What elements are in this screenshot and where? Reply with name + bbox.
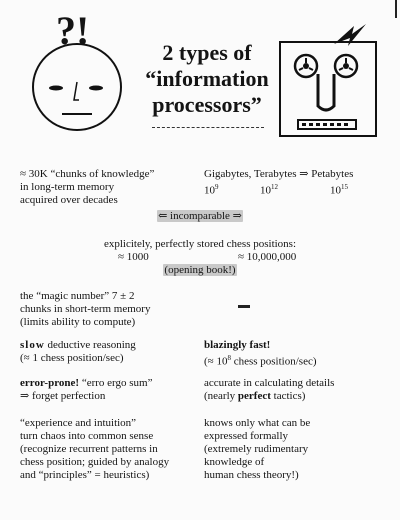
knows-line-1: knows only what can be <box>204 417 311 429</box>
slow-reasoning-block <box>20 339 136 365</box>
error-word: error-prone! <box>20 377 80 389</box>
knows-line-4: knowledge of <box>204 456 265 468</box>
power-exponent: 12 <box>271 183 278 191</box>
storage-power-15 <box>330 181 370 198</box>
exp-line-1: “experience and intuition” <box>20 417 137 429</box>
exp-line-4: chess position; guided by analogy <box>20 456 170 468</box>
magic-number-block <box>20 290 150 329</box>
slow-line-1 <box>20 339 136 352</box>
fast-prefix: (≈ 10 <box>204 355 228 368</box>
accurate-prefix: (nearly <box>204 390 238 402</box>
exp-line-2: turn chaos into common sense <box>20 430 154 442</box>
human-chunks-line-3: acquired over decades <box>20 194 118 206</box>
magic-line-1: the “magic number” 7 ± 2 <box>20 290 135 302</box>
title-line-2: “information <box>145 66 269 91</box>
accurate-line-1: accurate in calculating details <box>204 377 335 389</box>
power-exponent: 9 <box>215 183 219 191</box>
human-chunks-line-1: ≈ 30K “chunks of knowledge” <box>20 168 155 180</box>
slow-rest: deductive reasoning <box>44 339 136 351</box>
power-base: 10 <box>204 184 215 197</box>
stored-positions-human: ≈ 1000 <box>118 251 149 263</box>
slow-word: slow <box>20 339 45 351</box>
power-exponent: 15 <box>341 183 348 191</box>
machine-storage-block <box>204 168 354 197</box>
computer-face-drawing <box>278 22 384 140</box>
title-line-1: 2 types of <box>162 40 252 65</box>
slide-title <box>132 40 282 118</box>
stored-positions-machine: ≈ 10,000,000 <box>238 251 297 263</box>
incomparable-row <box>0 209 400 222</box>
experience-block <box>20 417 169 482</box>
fast-suffix: chess position/sec) <box>230 355 317 368</box>
power-base: 10 <box>260 184 271 197</box>
power-base: 10 <box>330 184 341 197</box>
magic-line-2: chunks in short-term memory <box>20 303 151 315</box>
knows-line-2: expressed formally <box>204 430 288 442</box>
exp-line-5: and “principles” = heuristics) <box>20 469 150 481</box>
accurate-block <box>204 377 334 403</box>
human-chunks-block <box>20 168 154 207</box>
knows-block <box>204 417 310 482</box>
knows-line-3: (extremely rudimentary <box>204 443 309 455</box>
dash-mark <box>238 305 250 308</box>
title-line-3: processors” <box>152 92 262 117</box>
fast-exponent: 8 <box>227 354 231 362</box>
storage-power-12 <box>260 181 300 198</box>
edge-mark <box>395 0 397 18</box>
fast-block <box>204 339 317 369</box>
storage-power-9 <box>204 181 244 198</box>
accurate-line-2 <box>204 390 334 403</box>
fast-line-2 <box>204 352 317 369</box>
perfect-word: perfect <box>237 390 271 402</box>
error-prone-block <box>20 377 152 403</box>
error-line-1 <box>20 377 152 390</box>
incomparable-text: ⇐ incomparable ⇒ <box>158 210 242 222</box>
title-divider <box>152 127 264 128</box>
slow-line-2: (≈ 1 chess position/sec) <box>20 352 124 364</box>
opening-book-text: (opening book!) <box>164 264 236 276</box>
error-rest: “erro ergo sum” <box>79 377 153 389</box>
knows-line-5: human chess theory!) <box>204 469 299 481</box>
machine-storage-line: Gigabytes, Terabytes ⇒ Petabytes <box>204 168 354 180</box>
exp-line-3: (recognize recurrent patterns in <box>20 443 158 455</box>
question-exclamation-marks: ?! <box>56 8 90 53</box>
magic-line-3: (limits ability to compute) <box>20 316 136 328</box>
human-chunks-line-2: in long-term memory <box>20 181 115 193</box>
stored-positions-heading: explicitely, perfectly stored chess positions: <box>103 238 297 250</box>
fast-line-1: blazingly fast! <box>204 339 271 351</box>
opening-book-row <box>0 264 400 276</box>
error-line-2: ⇒ forget perfection <box>20 390 106 402</box>
accurate-suffix: tactics) <box>270 390 306 402</box>
